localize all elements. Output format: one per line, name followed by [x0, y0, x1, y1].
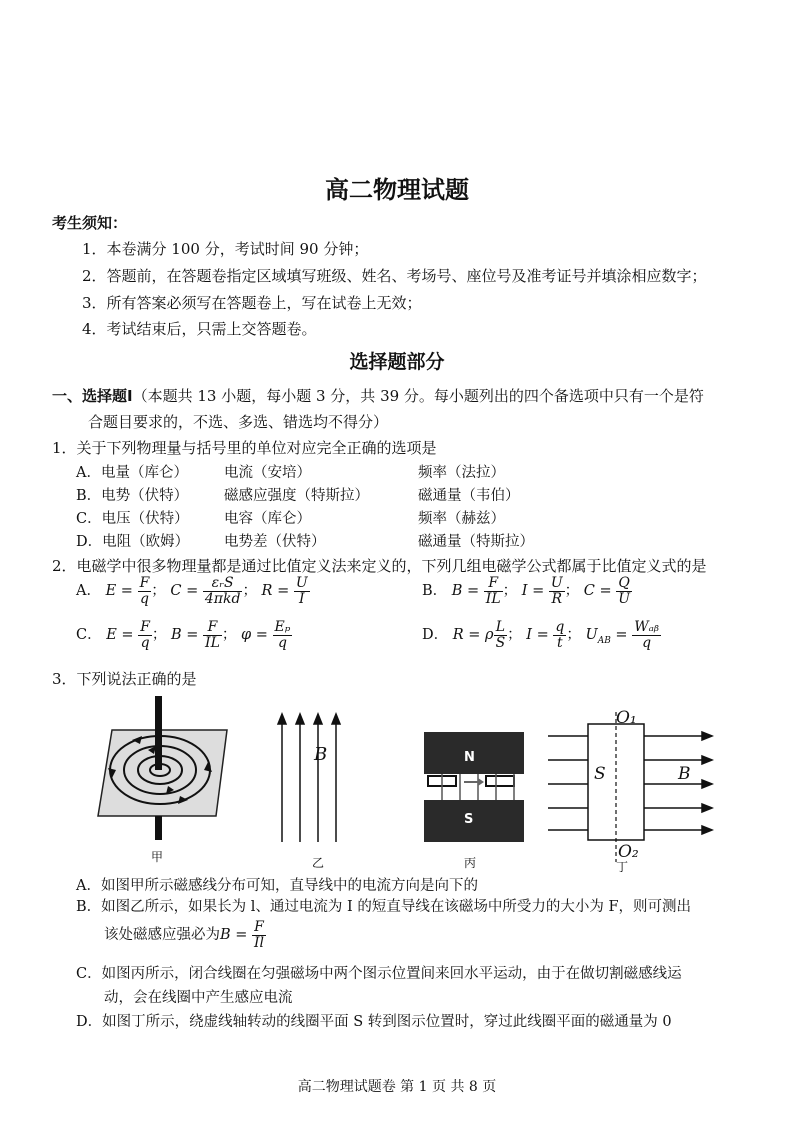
equals: =	[462, 583, 484, 600]
fraction	[203, 620, 222, 650]
page-footer: 高二物理试题卷 第 1 页 共 8 页	[297, 1079, 497, 1095]
notice-item: 2．答题前，在答题卷指定区域填写班级、姓名、考场号、座位号及准考证号并填涂相应数字；	[82, 267, 707, 285]
denominator: Il	[254, 934, 265, 951]
option-label: A．	[76, 583, 101, 600]
q3-option-c-line2: 动，会在线圈中产生感应电流	[104, 990, 293, 1006]
option-label: D．	[422, 627, 449, 644]
equals: =	[181, 583, 203, 600]
fraction	[553, 620, 566, 650]
denominator: S	[495, 634, 506, 651]
figure-ding	[548, 712, 714, 862]
figure-label-yi: 乙	[312, 856, 325, 870]
q1-option-a-2: 电流（安培）	[224, 465, 311, 481]
denominator: R	[551, 590, 563, 607]
symbol: φ	[240, 627, 252, 644]
notice-item: 4．考试结束后，只需上交答题卷。	[82, 320, 317, 338]
symbol: ρ	[485, 627, 494, 644]
option-text: 该处磁感应强必为	[104, 927, 220, 944]
q1-option-c-3: 频率（赫兹）	[418, 511, 505, 527]
equals: =	[272, 583, 294, 600]
numerator: F	[140, 619, 150, 635]
magnet-n-label: N	[464, 750, 475, 765]
denominator: q	[140, 634, 150, 651]
q1-option-c-2: 电容（库仑）	[224, 511, 311, 527]
denominator: q	[642, 634, 652, 651]
denominator: t	[557, 634, 563, 651]
fraction	[549, 576, 565, 606]
q2-option-a	[76, 576, 310, 606]
denominator: U	[618, 590, 631, 607]
denominator: q	[277, 634, 287, 651]
q1-option-a-1: A．电量（库仑）	[76, 465, 188, 481]
page-title: 高二物理试题	[325, 176, 469, 204]
notice-heading: 考生须知：	[52, 214, 128, 232]
equals: =	[527, 583, 549, 600]
numerator: Wₐᵦ	[634, 619, 659, 635]
fraction	[616, 576, 632, 606]
symbol: I	[526, 627, 533, 644]
q1-option-b-2: 磁感应强度（特斯拉）	[224, 488, 369, 504]
denominator: IL	[485, 590, 501, 607]
symbol: E	[105, 583, 117, 600]
fraction	[138, 576, 152, 606]
q3-option-a: A．如图甲所示磁感线分布可知，直导线中的电流方向是向下的	[76, 878, 478, 894]
figure-bing	[420, 728, 530, 846]
fraction	[203, 576, 243, 606]
symbol: R	[452, 627, 464, 644]
magnet-s-label: S	[464, 812, 474, 827]
coil-s-label: S	[594, 764, 606, 784]
q1-option-d-1: D．电阻（欧姆）	[76, 534, 190, 550]
separator: ；	[242, 583, 257, 600]
part1-desc: （本题共 13 小题，每小题 3 分，共 39 分。每小题列出的四个备选项中只有一个是符	[132, 387, 704, 405]
numerator: U	[295, 575, 308, 591]
denominator: I	[298, 590, 305, 607]
equals: =	[532, 627, 554, 644]
numerator: q	[555, 619, 565, 635]
separator: ；	[221, 627, 237, 644]
q1-option-a-3: 频率（法拉）	[418, 465, 505, 481]
symbol: I	[521, 583, 528, 600]
q1-stem: 1．关于下列物理量与括号里的单位对应完全正确的选项是	[52, 439, 437, 457]
fraction	[273, 620, 293, 650]
separator: ；	[502, 583, 518, 600]
symbol: B	[451, 583, 463, 600]
numerator: F	[252, 920, 266, 936]
numerator: Q	[616, 576, 632, 592]
equals: =	[116, 627, 139, 644]
axis-label-o2: O₂	[618, 842, 639, 862]
equals: =	[116, 583, 138, 600]
q1-option-d-2: 电势差（伏特）	[224, 534, 326, 550]
fraction	[294, 576, 310, 606]
figure-yi-b-label: B	[314, 744, 328, 765]
q1-option-b-3: 磁通量（韦伯）	[418, 488, 520, 504]
part1-desc-line2: 合题目要求的，不选、多选、错选均不得分）	[88, 413, 389, 431]
part1-heading	[52, 385, 704, 406]
fraction	[138, 620, 152, 650]
subscript: AB	[597, 636, 611, 647]
numerator: F	[203, 620, 222, 636]
q2-option-c	[76, 620, 292, 650]
q3-option-b-line1: B．如图乙所示，如果长为 l、通过电流为 I 的短直导线在该磁场中所受力的大小为 F，则可测出	[76, 899, 692, 915]
denominator: IL	[205, 634, 220, 651]
figure-label-jia: 甲	[151, 850, 164, 864]
figure-jia	[92, 692, 232, 842]
figure-yi	[272, 712, 342, 844]
q2-stem: 2．电磁学中很多物理量都是通过比值定义法来定义的，下列几组电磁学公式都属于比值定义式的是	[52, 557, 707, 575]
equals: =	[594, 583, 617, 600]
fraction	[484, 576, 503, 606]
field-b-label: B	[678, 764, 691, 784]
denominator: 4πkd	[204, 590, 241, 607]
equals: =	[251, 627, 273, 644]
separator: ；	[507, 627, 522, 644]
part1-label: 一、选择题Ⅰ	[52, 387, 133, 405]
notice-item: 1．本卷满分 100 分，考试时间 90 分钟；	[82, 240, 369, 258]
axis-label-o1: O₁	[616, 708, 637, 728]
q1-option-d-3: 磁通量（特斯拉）	[418, 534, 534, 550]
symbol: R	[261, 583, 273, 600]
fraction	[252, 920, 266, 950]
fraction	[632, 620, 661, 650]
symbol: C	[583, 583, 595, 600]
symbol: E	[106, 627, 117, 644]
numerator: εᵣS	[203, 576, 243, 592]
q3-option-b-line2	[104, 920, 266, 950]
q3-option-d: D．如图丁所示，绕虚线轴转动的线圈平面 S 转到图示位置时，穿过此线圈平面的磁通量为 0	[76, 1014, 672, 1030]
section-title: 选择题部分	[349, 351, 445, 373]
separator: ；	[151, 583, 166, 600]
symbol: C	[170, 583, 182, 600]
numerator: Eₚ	[274, 619, 291, 635]
denominator: q	[139, 590, 149, 607]
numerator: U	[550, 575, 563, 591]
option-label: B．	[422, 583, 448, 600]
equation: B =	[220, 927, 253, 944]
numerator: F	[484, 576, 503, 592]
figure-label-ding: 丁	[616, 860, 629, 874]
notice-item: 3．所有答案必须写在答题卷上，写在试卷上无效；	[82, 294, 422, 312]
equals: =	[463, 627, 486, 644]
q2-option-b	[422, 576, 632, 606]
equals: =	[181, 627, 204, 644]
equals: =	[610, 627, 633, 644]
symbol: U	[585, 627, 598, 644]
q1-option-b-1: B．电势（伏特）	[76, 488, 189, 504]
q3-option-c-line1: C．如图丙所示，闭合线圈在匀强磁场中两个图示位置间来回水平运动，由于在做切割磁感线运	[76, 966, 682, 982]
separator: ；	[564, 583, 580, 600]
numerator: F	[139, 575, 150, 591]
figure-label-bing: 丙	[464, 856, 477, 870]
fraction	[494, 620, 508, 650]
separator: ；	[151, 627, 167, 644]
symbol: B	[171, 627, 182, 644]
separator: ；	[566, 627, 581, 644]
q3-stem: 3．下列说法正确的是	[52, 670, 197, 688]
q1-option-c-1: C．电压（伏特）	[76, 511, 189, 527]
q2-option-d	[422, 620, 661, 650]
numerator: L	[494, 620, 508, 636]
option-label: C．	[76, 627, 102, 644]
